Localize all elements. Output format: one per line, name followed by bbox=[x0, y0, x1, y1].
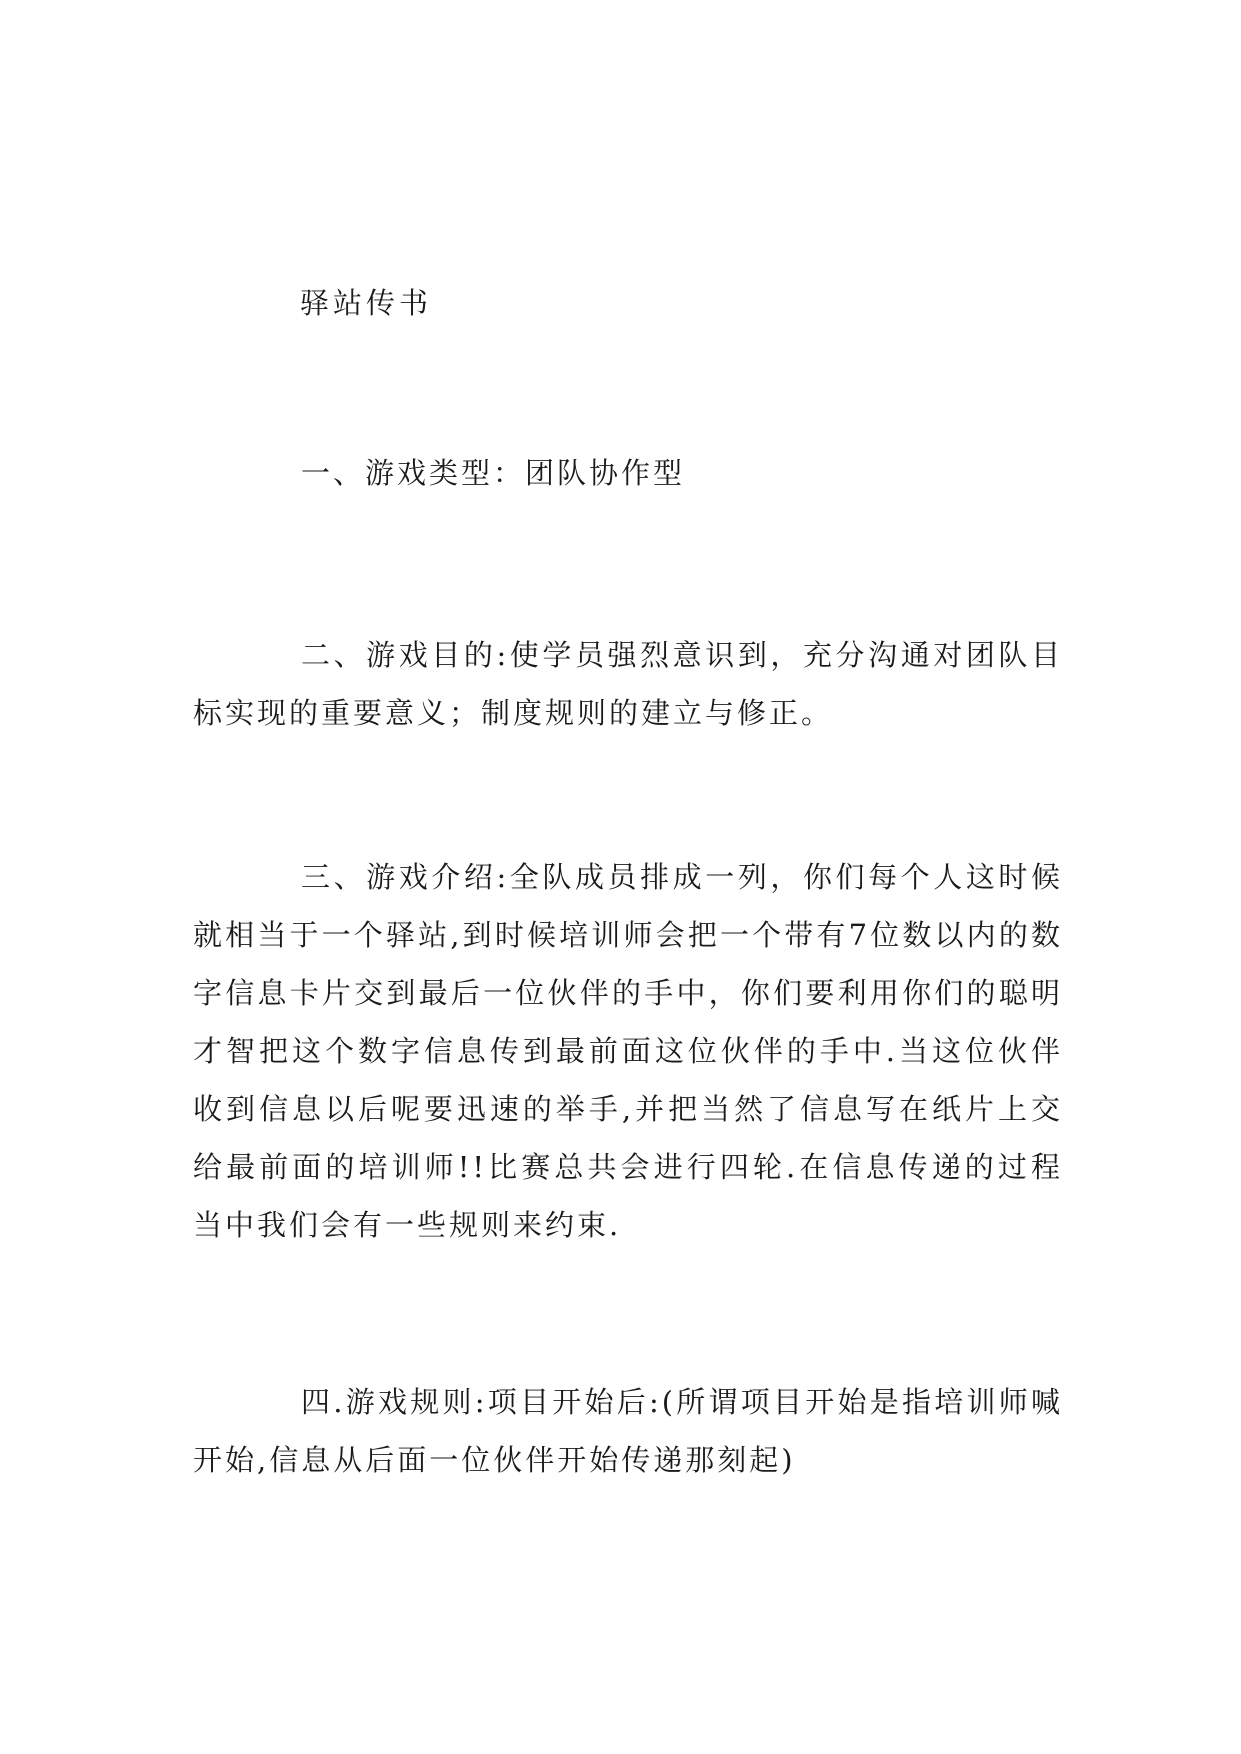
section-game-rules: 四.游戏规则:项目开始后:(所谓项目开始是指培训师喊开始,信息从后面一位伙伴开始传递那刻起) bbox=[193, 1385, 1063, 1477]
section-game-purpose: 二、游戏目的:使学员强烈意识到，充分沟通对团队目标实现的重要意义；制度规则的建立与修正。 bbox=[193, 638, 1063, 730]
section-game-introduction: 三、游戏介绍:全队成员排成一列，你们每个人这时候就相当于一个驿站,到时候培训师会把一个带有7位数以内的数字信息卡片交到最后一位伙伴的手中，你们要利用你们的聪明才智把这个数字信息传到最前面这位伙伴的手中.当这位伙伴收到信息以后呢要迅速的举手,并把当然了信息写在纸片上交给最前面的培训师!!比赛总共会进行四轮.在信息传递的过程当中我们会有一些规则来约束. bbox=[193, 860, 1063, 1242]
section-game-type: 一、游戏类型：团队协作型 bbox=[301, 456, 686, 490]
document-title: 驿站传书 bbox=[300, 286, 433, 320]
